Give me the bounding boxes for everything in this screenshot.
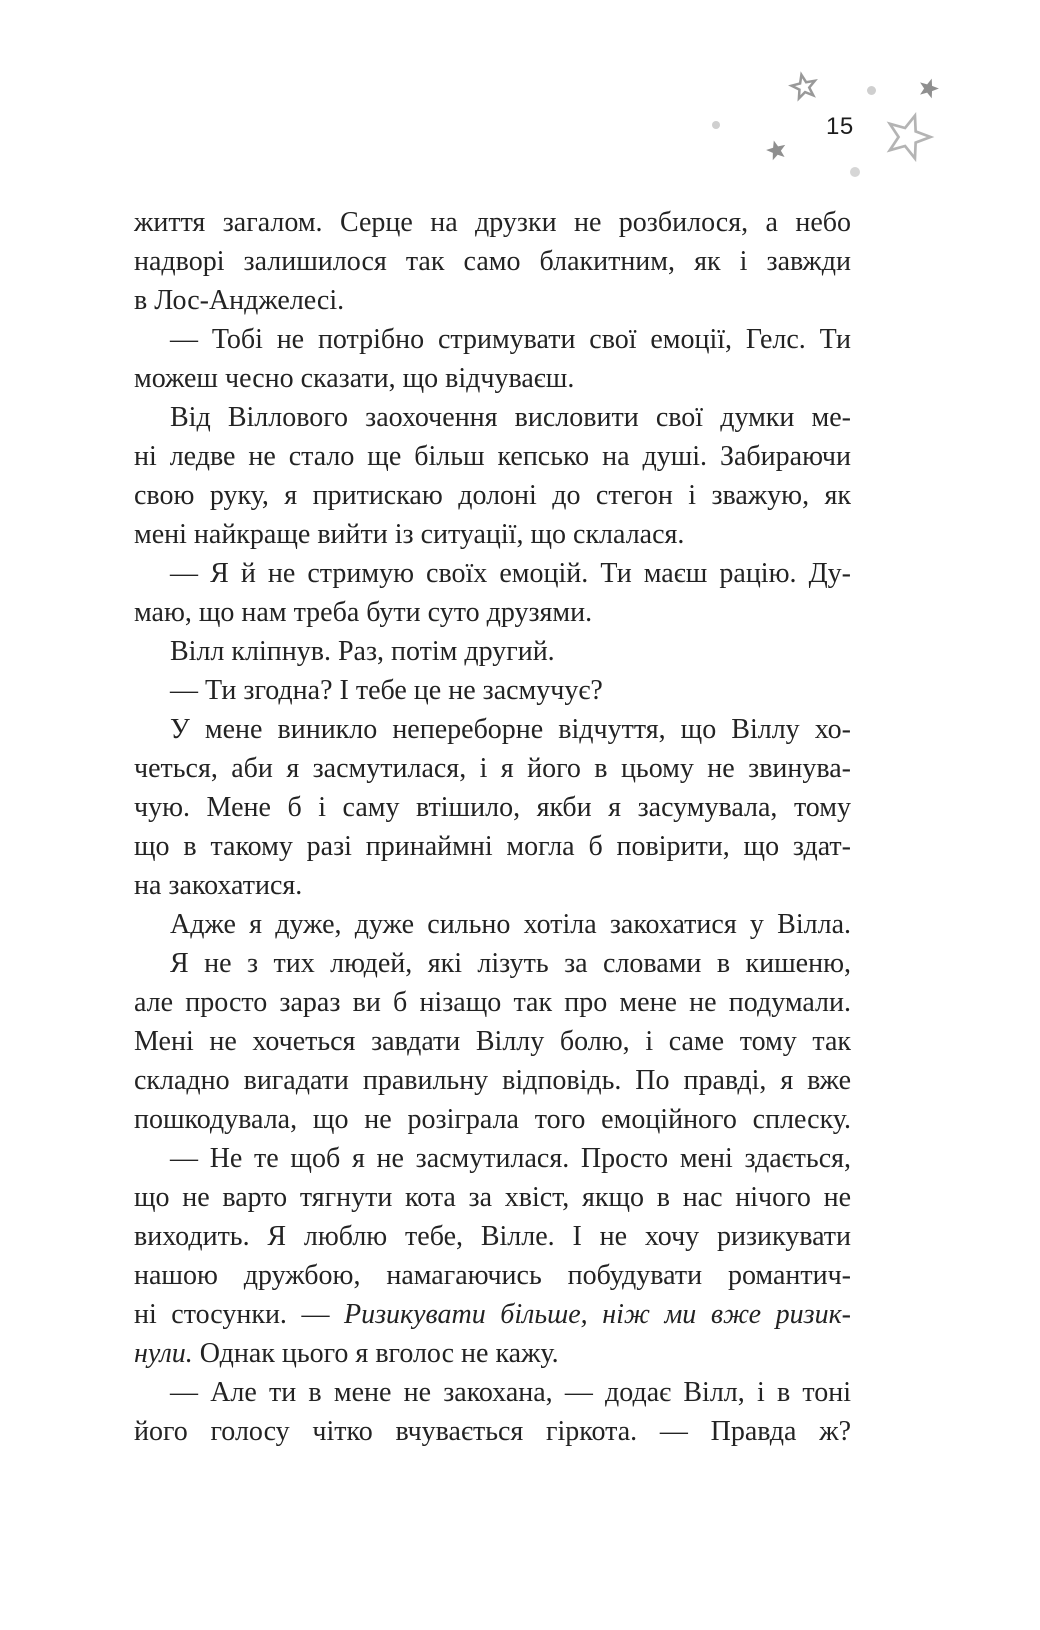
page-number: 15 (826, 113, 854, 140)
text-line: Я не з тих людей, які лізуть за словами в кишеню, (170, 948, 851, 979)
text-line: на закохатися. (134, 870, 303, 901)
text-line: нашою дружбою, намагаючись побудувати романтич- (134, 1260, 851, 1291)
text-line: але просто зараз ви б нізащо так про мене не подумали. (134, 987, 851, 1018)
text-line: — Я й не стримую своїх емоцій. Ти маєш рацію. Ду- (170, 558, 851, 589)
text-line: свою руку, я притискаю долоні до стегон і зважую, як (134, 480, 851, 511)
text-line: виходить. Я люблю тебе, Вілле. І не хочу ризикувати (134, 1221, 851, 1252)
filled-star-small-icon (912, 72, 944, 104)
dot-icon (712, 121, 720, 129)
text-line: мені найкраще вийти із ситуації, що склалася. (134, 519, 685, 550)
outline-star-large-icon (874, 103, 942, 171)
text-line: — Тобі не потрібно стримувати свої емоції, Гелс. Ти (170, 324, 851, 355)
text-block (134, 203, 851, 1451)
text-line: що в такому разі принаймні могла б повірити, що здат- (134, 831, 851, 862)
text-line: надворі залишилося так само блакитним, як і завжди (134, 246, 851, 277)
text-line: можеш чесно сказати, що відчуваєш. (134, 363, 575, 394)
filled-star-small-icon (761, 135, 792, 166)
dot-icon (867, 86, 876, 95)
text-line: — Не те щоб я не засмутилася. Просто мені здається, (170, 1143, 851, 1174)
outline-star-small-icon (786, 69, 822, 105)
text-line: Адже я дуже, дуже сильно хотіла закохатися у Вілла. (170, 909, 851, 940)
text-line: нули. Однак цього я вголос не кажу. (134, 1338, 559, 1369)
text-line: що не варто тягнути кота за хвіст, якщо в нас нічого не (134, 1182, 851, 1213)
text-line: У мене виникло непереборне відчуття, що Віллу хо- (170, 714, 851, 745)
text-line: його голосу чітко вчувається гіркота. — Правда ж? (134, 1416, 851, 1447)
dot-icon (850, 167, 860, 177)
text-line: маю, що нам треба бути суто друзями. (134, 597, 593, 628)
text-line: Мені не хочеться завдати Віллу болю, і саме тому так (134, 1026, 851, 1057)
text-line: ні ледве не стало ще більш кепсько на душі. Забираючи (134, 441, 851, 472)
text-line: Від Віллового заохочення висловити свої думки ме- (170, 402, 851, 433)
text-line: складно вигадати правильну відповідь. По правді, я вже (134, 1065, 851, 1096)
text-line: чую. Мене б і саму втішило, якби я засумувала, тому (134, 792, 851, 823)
text-line: пошкодувала, що не розіграла того емоційного сплеску. (134, 1104, 851, 1135)
text-line: ні стосунки. — Ризикувати більше, ніж ми вже ризик- (134, 1299, 851, 1330)
text-line: — Ти згодна? І тебе це не засмучує? (170, 675, 603, 706)
text-line: четься, аби я засмутилася, і я його в цьому не звинува- (134, 753, 851, 784)
text-line: Вілл кліпнув. Раз, потім другий. (170, 636, 555, 667)
text-line: життя загалом. Серце на друзки не розбилося, а небо (134, 207, 851, 238)
text-line: — Але ти в мене не закохана, — додає Вілл, і в тоні (170, 1377, 851, 1408)
text-line: в Лос-Анджелесі. (134, 285, 345, 316)
